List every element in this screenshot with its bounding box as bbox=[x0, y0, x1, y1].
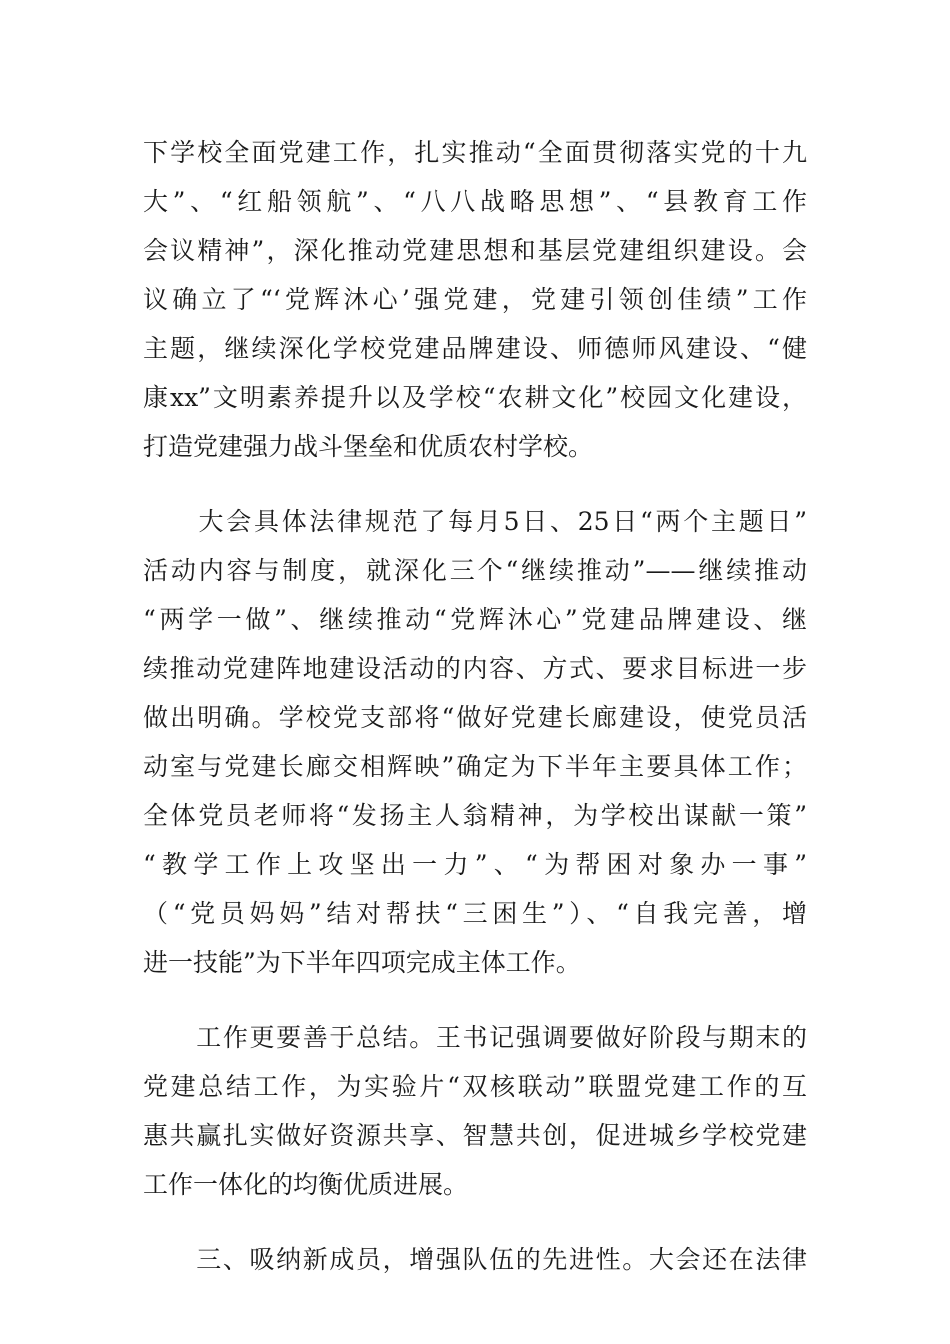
text-line: 党建总结工作，为实验片“双核联动”联盟党建工作的互 bbox=[143, 1072, 807, 1101]
text-line: “两学一做”、继续推动“党辉沐心”党建品牌建设、继 bbox=[143, 605, 807, 634]
text-line: 工作更要善于总结。王书记强调要做好阶段与期末的 bbox=[143, 1023, 807, 1052]
paragraph-spacing bbox=[143, 1209, 807, 1235]
text-line: （“党员妈妈”结对帮扶“三困生”）、“自我完善，增 bbox=[143, 899, 807, 928]
text-line: 全体党员老师将“发扬主人翁精神，为学校出谋献一策” bbox=[143, 801, 807, 830]
text-line: 下学校全面党建工作，扎实推动“全面贯彻落实党的十九 bbox=[143, 138, 807, 167]
text-line: “教学工作上攻坚出一力”、“为帮困对象办一事” bbox=[143, 850, 807, 879]
text-line: 大”、“红船领航”、“八八战略思想”、“县教育工作 bbox=[143, 187, 807, 216]
text-line: 三、吸纳新成员，增强队伍的先进性。大会还在法律 bbox=[143, 1245, 807, 1274]
paragraph-4 bbox=[143, 1235, 807, 1284]
text-line: 大会具体法律规范了每月5日、25日“两个主题日” bbox=[143, 507, 807, 536]
text-line: 主题，继续深化学校党建品牌建设、师德师风建设、“健 bbox=[143, 334, 807, 363]
paragraph-spacing bbox=[143, 987, 807, 1013]
paragraph-spacing bbox=[143, 471, 807, 497]
text-line: 续推动党建阵地建设活动的内容、方式、要求目标进一步 bbox=[143, 654, 807, 683]
text-line: 动室与党建长廊交相辉映”确定为下半年主要具体工作； bbox=[143, 752, 807, 781]
paragraph-1 bbox=[143, 128, 807, 471]
text-line: 做出明确。学校党支部将“做好党建长廊建设，使党员活 bbox=[143, 703, 807, 732]
text-line: 议确立了“‘党辉沐心’强党建，党建引领创佳绩”工作 bbox=[143, 285, 807, 314]
paragraph-2 bbox=[143, 497, 807, 987]
text-line: 活动内容与制度，就深化三个“继续推动”——继续推动 bbox=[143, 556, 807, 585]
text-line: 会议精神”，深化推动党建思想和基层党建组织建设。会 bbox=[143, 236, 807, 265]
paragraph-3 bbox=[143, 1013, 807, 1209]
text-line: 进一技能”为下半年四项完成主体工作。 bbox=[143, 948, 581, 977]
text-line: 惠共赢扎实做好资源共享、智慧共创，促进城乡学校党建 bbox=[143, 1121, 807, 1150]
text-line: 打造党建强力战斗堡垒和优质农村学校。 bbox=[143, 432, 594, 461]
text-line: 工作一体化的均衡优质进展。 bbox=[143, 1170, 469, 1199]
document-body bbox=[143, 128, 807, 1284]
text-line: 康xx”文明素养提升以及学校“农耕文化”校园文化建设， bbox=[143, 383, 807, 412]
